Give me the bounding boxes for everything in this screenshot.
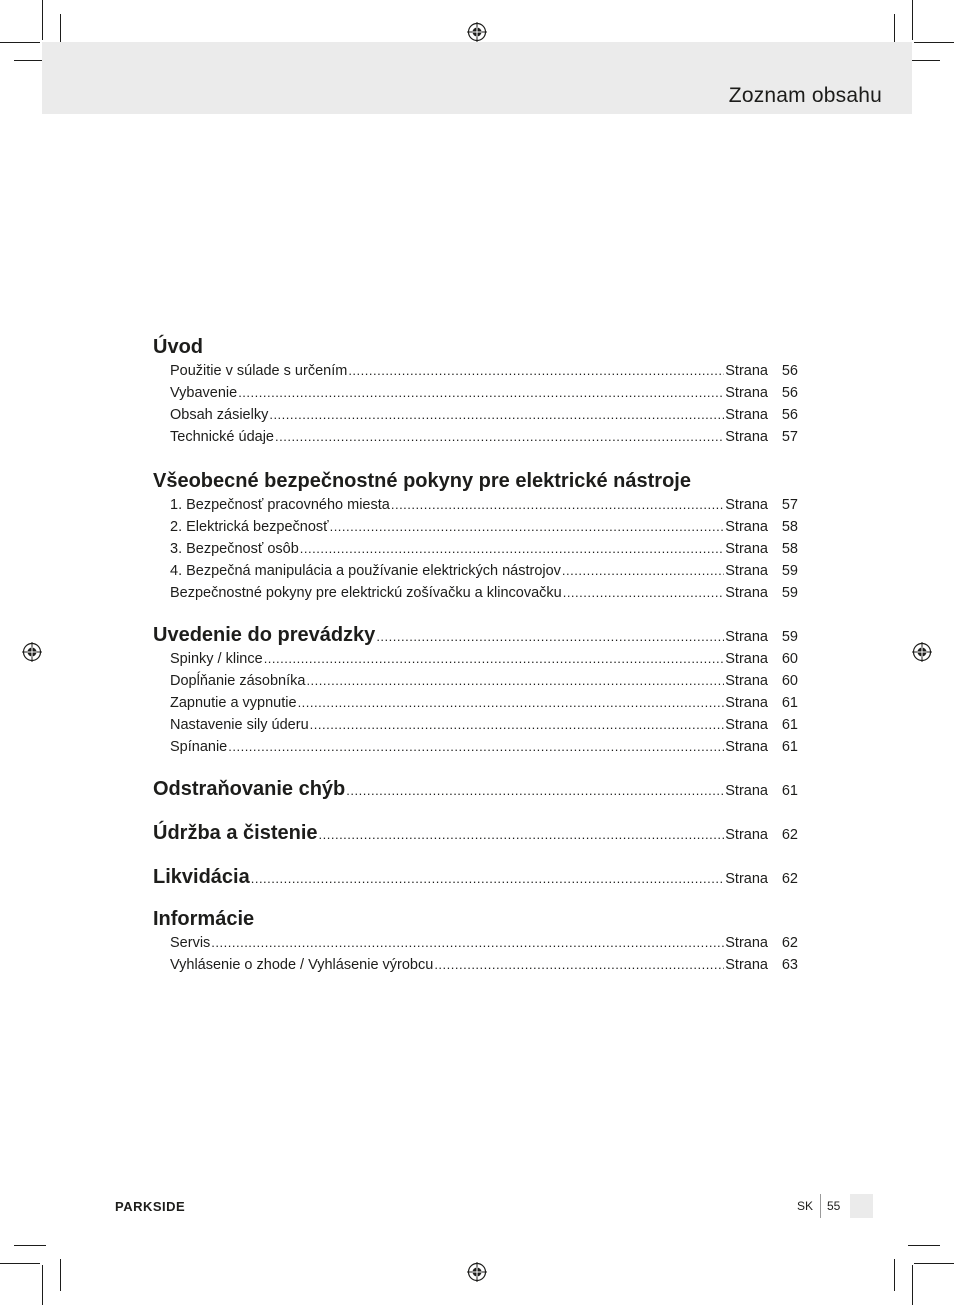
crop-mark <box>912 1265 913 1305</box>
table-of-contents <box>153 334 798 976</box>
leader-dots <box>298 692 725 714</box>
leader-dots <box>563 582 725 604</box>
leader-dots <box>269 404 724 426</box>
toc-page-word: Strana <box>725 563 768 579</box>
brand-logo: PARKSIDE <box>115 1199 186 1214</box>
toc-entry[interactable] <box>153 382 798 404</box>
leader-dots <box>300 538 724 560</box>
crop-mark <box>14 1245 46 1246</box>
toc-section-heading: Úvod <box>153 336 203 358</box>
toc-entry-label: Dopĺňanie zásobníka <box>170 673 306 689</box>
crop-mark <box>0 1263 40 1264</box>
footer-divider <box>820 1194 821 1218</box>
toc-page-word: Strana <box>725 363 768 379</box>
toc-entry-label: Použitie v súlade s určením <box>170 363 348 379</box>
toc-entry[interactable] <box>153 932 798 954</box>
crop-mark <box>914 42 954 43</box>
toc-entry-label: Spinky / klince <box>170 651 263 667</box>
toc-page-word: Strana <box>725 717 768 733</box>
toc-page-word: Strana <box>725 385 768 401</box>
leader-dots <box>306 670 724 692</box>
leader-dots <box>238 382 724 404</box>
toc-page-number: 60 <box>781 673 798 689</box>
toc-page-word: Strana <box>725 541 768 557</box>
toc-entry[interactable] <box>153 670 798 692</box>
toc-entry[interactable] <box>153 648 798 670</box>
toc-page-word: Strana <box>725 827 768 843</box>
toc-entry[interactable] <box>153 404 798 426</box>
registration-mark-icon <box>912 642 932 662</box>
toc-page-word: Strana <box>725 429 768 445</box>
page-number: 55 <box>827 1199 841 1213</box>
toc-page-word: Strana <box>725 871 768 887</box>
toc-page-number: 56 <box>781 385 798 401</box>
toc-page-word: Strana <box>725 783 768 799</box>
toc-page-number: 57 <box>781 429 798 445</box>
toc-page-word: Strana <box>725 519 768 535</box>
registration-mark-icon <box>467 1262 487 1282</box>
toc-entry-label: Obsah zásielky <box>170 407 269 423</box>
registration-mark-icon <box>467 22 487 42</box>
toc-entry[interactable] <box>153 736 798 758</box>
toc-page-word: Strana <box>725 673 768 689</box>
leader-dots <box>434 954 724 976</box>
toc-page-number: 61 <box>781 739 798 755</box>
toc-entry-label: Spínanie <box>170 739 228 755</box>
toc-page-number: 61 <box>781 717 798 733</box>
toc-section-heading: Všeobecné bezpečnostné pokyny pre elektrické nástroje <box>153 470 691 492</box>
leader-dots <box>346 778 724 804</box>
toc-entry-label: 1. Bezpečnosť pracovného miesta <box>170 497 390 513</box>
toc-entry[interactable] <box>153 360 798 382</box>
toc-page-number: 56 <box>781 407 798 423</box>
toc-page-number: 62 <box>781 827 798 843</box>
toc-entry[interactable] <box>153 560 798 582</box>
crop-mark <box>908 60 940 61</box>
toc-page-number: 62 <box>781 935 798 951</box>
toc-entry[interactable] <box>153 714 798 736</box>
toc-page-word: Strana <box>725 407 768 423</box>
leader-dots <box>275 426 724 448</box>
toc-section-entry[interactable] <box>153 622 798 648</box>
toc-page-number: 61 <box>781 783 798 799</box>
toc-entry-label: Nastavenie sily úderu <box>170 717 309 733</box>
leader-dots <box>251 866 725 892</box>
toc-page-number: 59 <box>781 585 798 601</box>
page-title: Zoznam obsahu <box>728 84 882 107</box>
leader-dots <box>319 822 725 848</box>
leader-dots <box>310 714 725 736</box>
crop-mark <box>912 0 913 40</box>
toc-entry[interactable] <box>153 494 798 516</box>
toc-section-heading: Údržba a čistenie <box>153 822 318 844</box>
toc-section-heading: Likvidácia <box>153 866 250 888</box>
toc-page-word: Strana <box>725 935 768 951</box>
toc-entry[interactable] <box>153 954 798 976</box>
toc-entry-label: Bezpečnostné pokyny pre elektrickú zošívačku a klincovačku <box>170 585 562 601</box>
toc-entry-label: 2. Elektrická bezpečnosť <box>170 519 329 535</box>
toc-section-entry[interactable] <box>153 776 798 802</box>
toc-page-word: Strana <box>725 629 768 645</box>
toc-page-number: 58 <box>781 519 798 535</box>
toc-entry[interactable] <box>153 516 798 538</box>
crop-mark <box>908 1245 940 1246</box>
toc-page-word: Strana <box>725 957 768 973</box>
crop-mark <box>0 42 40 43</box>
toc-section-heading: Uvedenie do prevádzky <box>153 624 376 646</box>
leader-dots <box>391 494 724 516</box>
leader-dots <box>228 736 724 758</box>
toc-section-entry[interactable] <box>153 820 798 846</box>
toc-section-heading: Informácie <box>153 908 255 930</box>
toc-entry-label: Vybavenie <box>170 385 238 401</box>
footer-tab-box <box>850 1194 873 1218</box>
toc-page-word: Strana <box>725 651 768 667</box>
toc-page-word: Strana <box>725 585 768 601</box>
toc-entry[interactable] <box>153 582 798 604</box>
toc-entry-label: Zapnutie a vypnutie <box>170 695 297 711</box>
toc-entry[interactable] <box>153 538 798 560</box>
leader-dots <box>376 624 724 650</box>
toc-section-entry[interactable] <box>153 864 798 890</box>
crop-mark <box>42 1265 43 1305</box>
leader-dots <box>562 560 724 582</box>
toc-entry-label: Servis <box>170 935 211 951</box>
crop-mark <box>894 1259 895 1291</box>
toc-page-word: Strana <box>725 497 768 513</box>
toc-page-number: 58 <box>781 541 798 557</box>
toc-page-number: 57 <box>781 497 798 513</box>
registration-mark-icon <box>22 642 42 662</box>
crop-mark <box>60 1259 61 1291</box>
crop-mark <box>914 1263 954 1264</box>
toc-page-number: 59 <box>781 563 798 579</box>
toc-entry-label: 3. Bezpečnosť osôb <box>170 541 299 557</box>
toc-page-word: Strana <box>725 739 768 755</box>
leader-dots <box>330 516 725 538</box>
leader-dots <box>211 932 724 954</box>
toc-section-heading: Odstraňovanie chýb <box>153 778 346 800</box>
toc-entry[interactable] <box>153 426 798 448</box>
toc-page-number: 61 <box>781 695 798 711</box>
language-code: SK <box>797 1199 814 1213</box>
toc-entry-label: Vyhlásenie o zhode / Vyhlásenie výrobcu <box>170 957 434 973</box>
toc-page-number: 59 <box>781 629 798 645</box>
toc-entry[interactable] <box>153 692 798 714</box>
toc-page-number: 62 <box>781 871 798 887</box>
toc-page-number: 60 <box>781 651 798 667</box>
toc-page-word: Strana <box>725 695 768 711</box>
toc-entry-label: 4. Bezpečná manipulácia a používanie elektrických nástrojov <box>170 563 561 579</box>
leader-dots <box>264 648 725 670</box>
toc-entry-label: Technické údaje <box>170 429 274 445</box>
crop-mark <box>42 0 43 40</box>
toc-page-number: 63 <box>781 957 798 973</box>
toc-page-number: 56 <box>781 363 798 379</box>
leader-dots <box>348 360 724 382</box>
